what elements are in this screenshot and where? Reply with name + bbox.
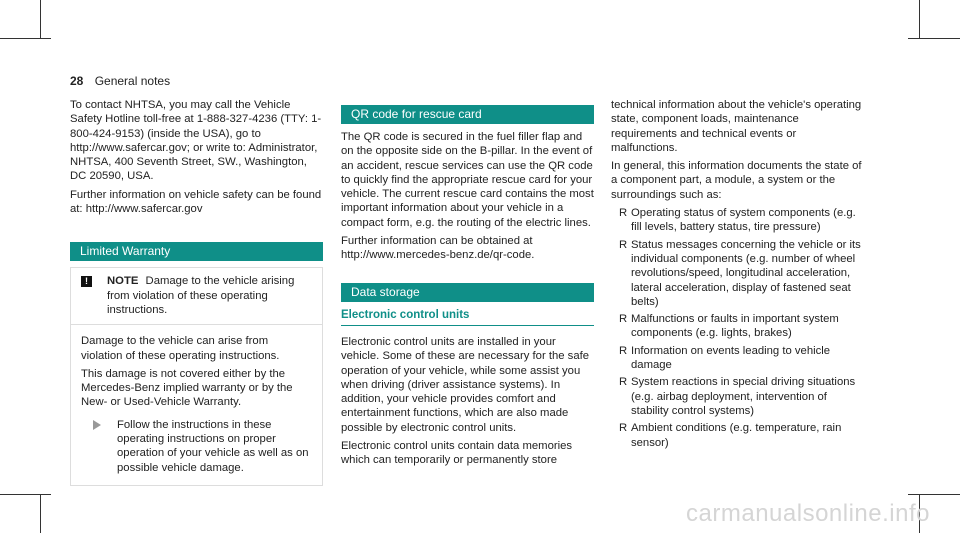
crop-mark-bottom-left-v — [40, 494, 41, 533]
bullet-icon: R — [619, 344, 628, 357]
action-arrow-icon — [93, 420, 101, 430]
qr-info-paragraph: Further information can be obtained at http://www.mercedes-benz.de/qr-code. — [341, 235, 535, 262]
list-item: R Malfunctions or faults in important system components (e.g. lights, brakes) — [619, 313, 839, 340]
page-number: 28 — [70, 74, 84, 88]
list-item: R Status messages concerning the vehicle or its individual components (e.g. number of wheel revolutions/speed, longitudinal acceleration, lateral acceleration, display of fastened seat belts) — [619, 238, 861, 308]
note-box — [70, 267, 323, 486]
bullet-icon: R — [619, 313, 628, 326]
bullet-icon: R — [619, 422, 628, 435]
warranty-paragraph: This damage is not covered either by the Mercedes-Benz implied warranty or by the New- or Used-Vehicle Warranty. — [81, 367, 293, 409]
page-header — [70, 74, 170, 88]
vehicle-safety-paragraph: Further information on vehicle safety can be found at: http://www.safercar.gov — [70, 188, 322, 216]
crop-mark-top-right-h — [908, 38, 960, 39]
qr-code-paragraph: The QR code is secured in the fuel filler flap and on the opposite side on the B-pillar. In the event of an accident, rescue services can use the QR code to quickly find the appropriate rescue card for your vehicle. The current rescue card contains the most important information about your vehicle in a compact form, e.g. the routing of the electric lines. — [341, 131, 594, 229]
column-3 — [611, 98, 864, 453]
column-2 — [341, 105, 594, 472]
general-info-paragraph: In general, this information documents the state of a component part, a module, a system or the surroundings such as: — [611, 160, 862, 201]
ecu-paragraph: Electronic control units are installed in your vehicle. Some of these are necessary for the safe operation of your vehicle, while some assist you when driving (driver assistance systems). In addition, your vehicle provides comfort and entertainment functions, which are also made possible by electronic control units. — [341, 335, 590, 434]
note-text: Damage to the vehicle arising from violation of these operating instructions. — [107, 275, 295, 316]
bullet-icon: R — [619, 376, 628, 389]
warning-icon: ! — [81, 276, 92, 287]
bullet-icon: R — [619, 207, 628, 220]
action-item — [81, 418, 312, 475]
crop-mark-top-right-v — [919, 0, 920, 38]
column-1 — [70, 98, 323, 486]
action-text: Follow the instructions in these operating instructions on proper operation of your vehicle as well as on possible vehicle damage. — [117, 418, 309, 474]
crop-mark-bottom-left-h — [0, 494, 51, 495]
nhtsa-contact-paragraph: To contact NHTSA, you may call the Vehicle Safety Hotline toll-free at 1-888-327-4236 (TTY: 1-800-424-9153) (inside the USA), go to http://www.safercar.gov; or write to: Administrator, NHTSA, 400 Seventh Street, SW., Washington, DC 20590, USA. — [70, 99, 322, 183]
bullet-icon: R — [619, 238, 628, 251]
info-list — [611, 206, 864, 450]
damage-paragraph: Damage to the vehicle can arise from violation of these operating instructions. — [81, 335, 280, 362]
crop-mark-bottom-right-h — [908, 494, 960, 495]
note-header — [71, 268, 322, 325]
list-item: R Information on events leading to vehicle damage — [619, 344, 831, 372]
limited-warranty-heading: Limited Warranty — [70, 242, 323, 261]
technical-info-paragraph: technical information about the vehicle's operating state, component loads, maintenance requirements and technical events or malfunctions. — [611, 99, 862, 154]
crop-mark-top-left-h — [0, 38, 51, 39]
data-storage-heading: Data storage — [341, 283, 594, 302]
ecu-memory-paragraph: Electronic control units contain data memories which can temporarily or permanently store — [341, 440, 573, 467]
qr-code-heading: QR code for rescue card — [341, 105, 594, 124]
ecu-heading: Electronic control units — [341, 308, 594, 326]
crop-mark-top-left-v — [40, 0, 41, 38]
list-item: R Ambient conditions (e.g. temperature, rain sensor) — [619, 422, 842, 449]
note-body — [71, 325, 322, 485]
list-item: R System reactions in special driving situations (e.g. airbag deployment, intervention of stability control systems) — [619, 376, 856, 417]
watermark: carmanualsonline.info — [686, 500, 930, 527]
note-label: NOTE — [107, 275, 139, 288]
section-title: General notes — [94, 74, 171, 88]
list-item: R Operating status of system components (e.g. fill levels, battery status, tire pressure) — [619, 207, 856, 234]
